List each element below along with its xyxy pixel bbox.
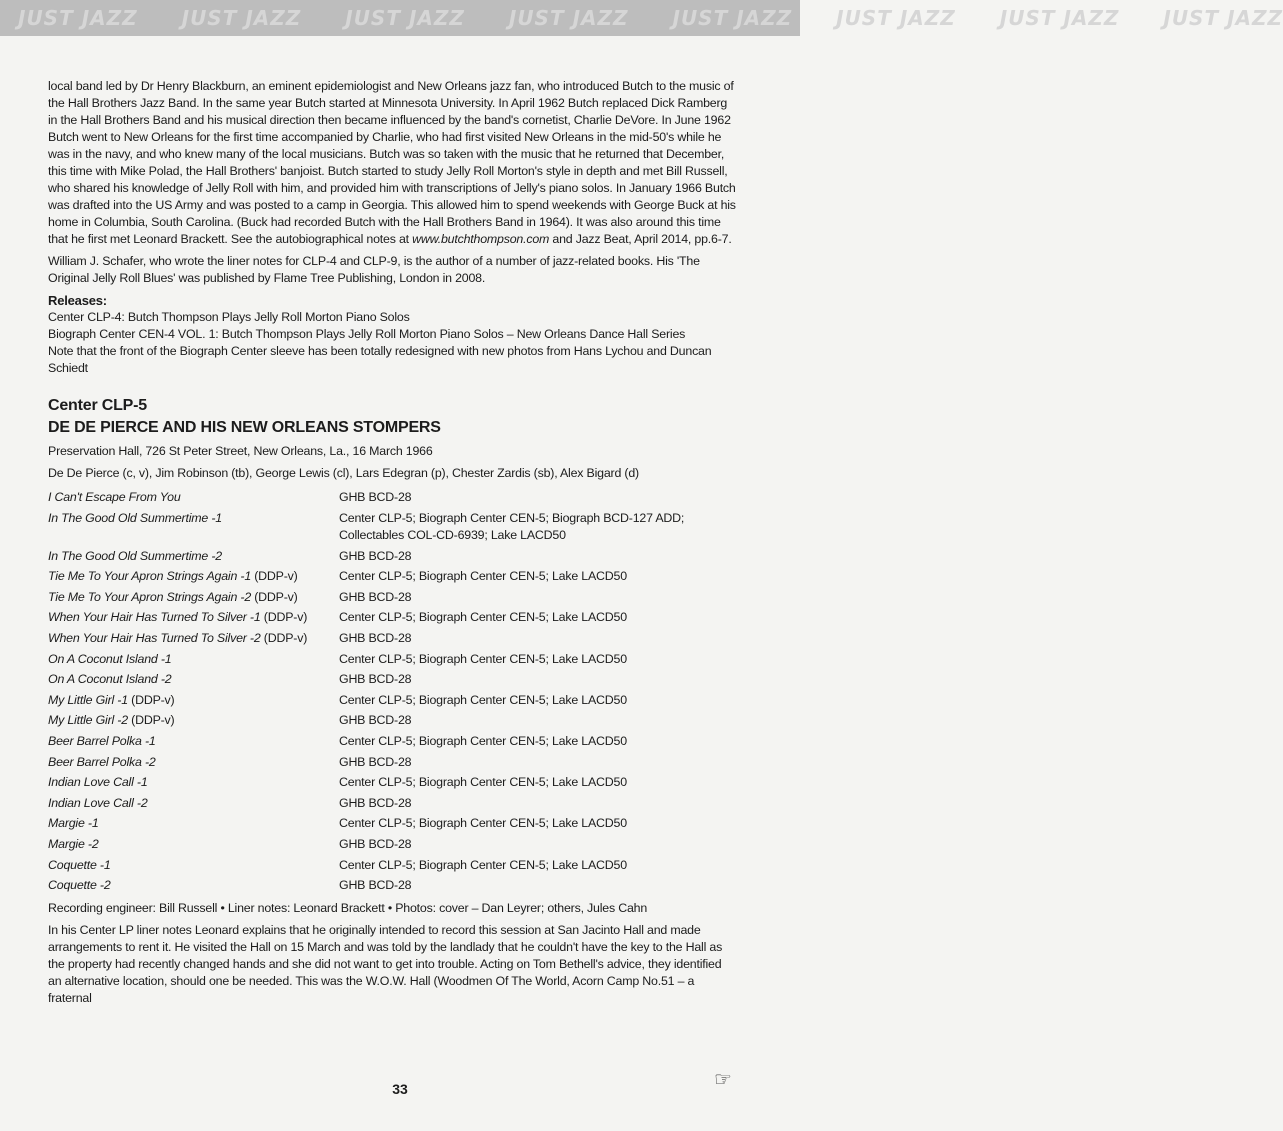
pointing-hand-icon: ☞	[714, 1069, 732, 1091]
track-row	[48, 508, 738, 546]
track-vocal-note: (DDP-v)	[251, 589, 298, 604]
track-title-cell	[48, 752, 339, 773]
track-title-cell	[48, 875, 339, 896]
track-issues: GHB BCD-28	[339, 878, 412, 893]
watermark-word: JUST JAZZ	[508, 6, 629, 30]
track-title: When Your Hair Has Turned To Silver -1	[48, 610, 261, 625]
session-personnel: De De Pierce (c, v), Jim Robinson (tb), George Lewis (cl), Lars Edegran (p), Chester Zardis (sb), Alex Bigard (d)	[48, 466, 639, 480]
watermark-word: JUST JAZZ	[672, 6, 793, 30]
track-issues: GHB BCD-28	[339, 713, 412, 728]
track-title-cell	[48, 731, 339, 752]
track-row	[48, 649, 738, 670]
track-title-cell	[48, 587, 339, 608]
track-row	[48, 546, 738, 567]
track-title-cell	[48, 566, 339, 587]
track-title: I Can't Escape From You	[48, 490, 181, 504]
track-row	[48, 710, 738, 731]
track-row	[48, 855, 738, 876]
track-issues: Center CLP-5; Biograph Center CEN-5; Lake LACD50	[339, 692, 627, 707]
track-issues: Center CLP-5; Biograph Center CEN-5; Lake LACD50	[339, 857, 627, 872]
track-title-cell	[48, 834, 339, 855]
track-title: In The Good Old Summertime -1	[48, 510, 222, 525]
track-row	[48, 875, 738, 896]
track-vocal-note: (DDP-v)	[260, 610, 308, 625]
track-title: When Your Hair Has Turned To Silver -2	[48, 630, 261, 645]
track-title-cell	[48, 690, 339, 711]
track-title: Coquette -2	[48, 878, 111, 893]
track-row	[48, 772, 738, 793]
track-vocal-note: (DDP-v)	[260, 630, 308, 645]
track-vocal-note: (DDP-v)	[127, 692, 175, 707]
page-number: 33	[392, 1081, 408, 1097]
track-title: My Little Girl -1	[48, 692, 128, 707]
track-row	[48, 487, 738, 508]
schafer-paragraph: William J. Schafer, who wrote the liner notes for CLP-4 and CLP-9, is the author of a number of jazz-related books. His 'The Original Jelly Roll Blues' was published by Flame Tree Publishing, London in 2008.	[48, 254, 700, 285]
release-item: Biograph Center CEN-4 VOL. 1: Butch Thompson Plays Jelly Roll Morton Piano Solos – New Orleans Dance Hall Series	[48, 327, 686, 341]
credits-line: Recording engineer: Bill Russell • Liner notes: Leonard Brackett • Photos: cover – Dan Leyrer; others, Jules Cahn	[48, 900, 648, 915]
watermark-word: JUST JAZZ	[836, 6, 956, 30]
track-title: Indian Love Call -2	[48, 795, 148, 810]
track-title-cell	[48, 546, 339, 567]
track-title-cell	[48, 649, 339, 670]
intro-paragraph	[48, 78, 738, 248]
track-vocal-note: (DDP-v)	[127, 713, 175, 728]
track-title: In The Good Old Summertime -2	[48, 548, 222, 563]
track-issues: Center CLP-5; Biograph Center CEN-5; Biograph BCD-127 ADD; Collectables COL-CD-6939; Lake LACD50	[339, 510, 685, 542]
track-row	[48, 607, 738, 628]
website-link[interactable]: www.butchthompson.com	[412, 232, 550, 246]
track-row	[48, 669, 738, 690]
closing-paragraph: In his Center LP liner notes Leonard explains that he originally intended to record this session at San Jacinto Hall and made arrangements to rent it. He visited the Hall on 15 March and was told by the landlady that he couldn't have the key to the Hall as the property had recently changed hands and she did not want to get into trouble. Acting on Tom Bethell's advice, they identified an alternative location, should one be needed. This was the W.O.W. Hall (Woodmen Of The World, Acorn Camp No.51 – a fraternal	[48, 922, 723, 1005]
track-title-cell	[48, 855, 339, 876]
session-venue: Preservation Hall, 726 St Peter Street, New Orleans, La., 16 March 1966	[48, 444, 433, 458]
release-note: Note that the front of the Biograph Center sleeve has been totally redesigned with new photos from Hans Lychou and Duncan Schiedt	[48, 344, 712, 375]
track-title: Beer Barrel Polka -2	[48, 754, 156, 769]
track-title-cell	[48, 813, 339, 834]
track-issues: Center CLP-5; Biograph Center CEN-5; Lake LACD50	[339, 733, 627, 748]
track-title: Tie Me To Your Apron Strings Again -1	[48, 569, 252, 584]
track-title: Indian Love Call -1	[48, 775, 148, 790]
track-list	[48, 487, 738, 896]
section-code: Center CLP-5	[48, 397, 147, 414]
track-title-cell	[48, 607, 339, 628]
track-title: Coquette -1	[48, 857, 111, 872]
track-title: Tie Me To Your Apron Strings Again -2	[48, 589, 252, 604]
track-title-cell	[48, 669, 339, 690]
track-row	[48, 813, 738, 834]
track-issues: GHB BCD-28	[339, 795, 412, 810]
track-issues: GHB BCD-28	[339, 589, 412, 604]
section-title: DE DE PIERCE AND HIS NEW ORLEANS STOMPERS	[48, 419, 441, 436]
release-item: Center CLP-4: Butch Thompson Plays Jelly Roll Morton Piano Solos	[48, 310, 410, 324]
track-issues: GHB BCD-28	[339, 836, 412, 851]
track-issues: GHB BCD-28	[339, 754, 412, 769]
intro-text-end: and Jazz Beat, April 2014, pp.6-7.	[549, 232, 732, 246]
running-header	[0, 0, 1283, 36]
track-issues: GHB BCD-28	[339, 548, 412, 563]
watermark-word: JUST JAZZ	[1163, 6, 1283, 30]
track-title: On A Coconut Island -1	[48, 651, 172, 666]
track-issues: Center CLP-5; Biograph Center CEN-5; Lake LACD50	[339, 775, 627, 790]
track-title-cell	[48, 628, 339, 649]
watermark-word: JUST JAZZ	[345, 6, 465, 30]
track-title-cell	[48, 793, 339, 814]
intro-text: local band led by Dr Henry Blackburn, an eminent epidemiologist and New Orleans jazz fan, who introduced Butch to the music of the Hall Brothers Jazz Band. In the same year Butch started at Minnesota University. In April 1962 Butch replaced Dick Ramberg in the Hall Brothers Band and his musical direction then became influenced by the band's cornetist, Charlie DeVore. In June 1962 Butch went to New Orleans for the first time accompanied by Charlie, who had first visited New Orleans in the mid-50's while he was in the navy, and who knew many of the local musicians. Butch was so taken with the music that he returned that December, this time with Mike Polad, the Hall Brothers' banjoist. Butch started to study Jelly Roll Morton's style in depth and met Bill Russell, who shared his knowledge of Jelly Roll with him, and provided him with transcriptions of Jelly's piano solos. In January 1966 Butch was drafted into the US Army and was posted to a camp in Georgia. This allowed him to spend weekends with George Buck at his home in Columbia, South Carolina. (Buck had recorded Butch with the Hall Brothers Band in 1964). It was also around this time that he first met Leonard Brackett. See the autobiographical notes at	[48, 79, 736, 246]
track-row	[48, 834, 738, 855]
track-issues: GHB BCD-28	[339, 630, 412, 645]
article-body	[48, 78, 738, 1012]
track-issues: GHB BCD-28	[339, 672, 412, 687]
track-row	[48, 566, 738, 587]
track-issues: Center CLP-5; Biograph Center CEN-5; Lake LACD50	[339, 651, 627, 666]
track-title: Margie -1	[48, 816, 99, 831]
track-issues: Center CLP-5; Biograph Center CEN-5; Lake LACD50	[339, 816, 627, 831]
track-row	[48, 690, 738, 711]
track-title-cell	[48, 772, 339, 793]
track-row	[48, 587, 738, 608]
track-issues: Center CLP-5; Biograph Center CEN-5; Lake LACD50	[339, 610, 627, 625]
track-title: Beer Barrel Polka -1	[48, 733, 156, 748]
track-vocal-note: (DDP-v)	[251, 569, 298, 584]
watermark-word: JUST JAZZ	[999, 6, 1120, 30]
track-issues: GHB BCD-28	[339, 490, 412, 504]
track-title: On A Coconut Island -2	[48, 672, 172, 687]
watermark-word: JUST JAZZ	[18, 6, 138, 30]
track-issues: Center CLP-5; Biograph Center CEN-5; Lake LACD50	[339, 569, 627, 584]
track-row	[48, 752, 738, 773]
track-row	[48, 731, 738, 752]
track-title-cell	[48, 710, 339, 731]
track-title-cell	[48, 487, 339, 508]
track-title: Margie -2	[48, 836, 99, 851]
track-title-cell	[48, 508, 339, 546]
track-row	[48, 793, 738, 814]
track-row	[48, 628, 738, 649]
track-title: My Little Girl -2	[48, 713, 128, 728]
watermark-word: JUST JAZZ	[181, 6, 302, 30]
releases-heading: Releases:	[48, 293, 107, 308]
